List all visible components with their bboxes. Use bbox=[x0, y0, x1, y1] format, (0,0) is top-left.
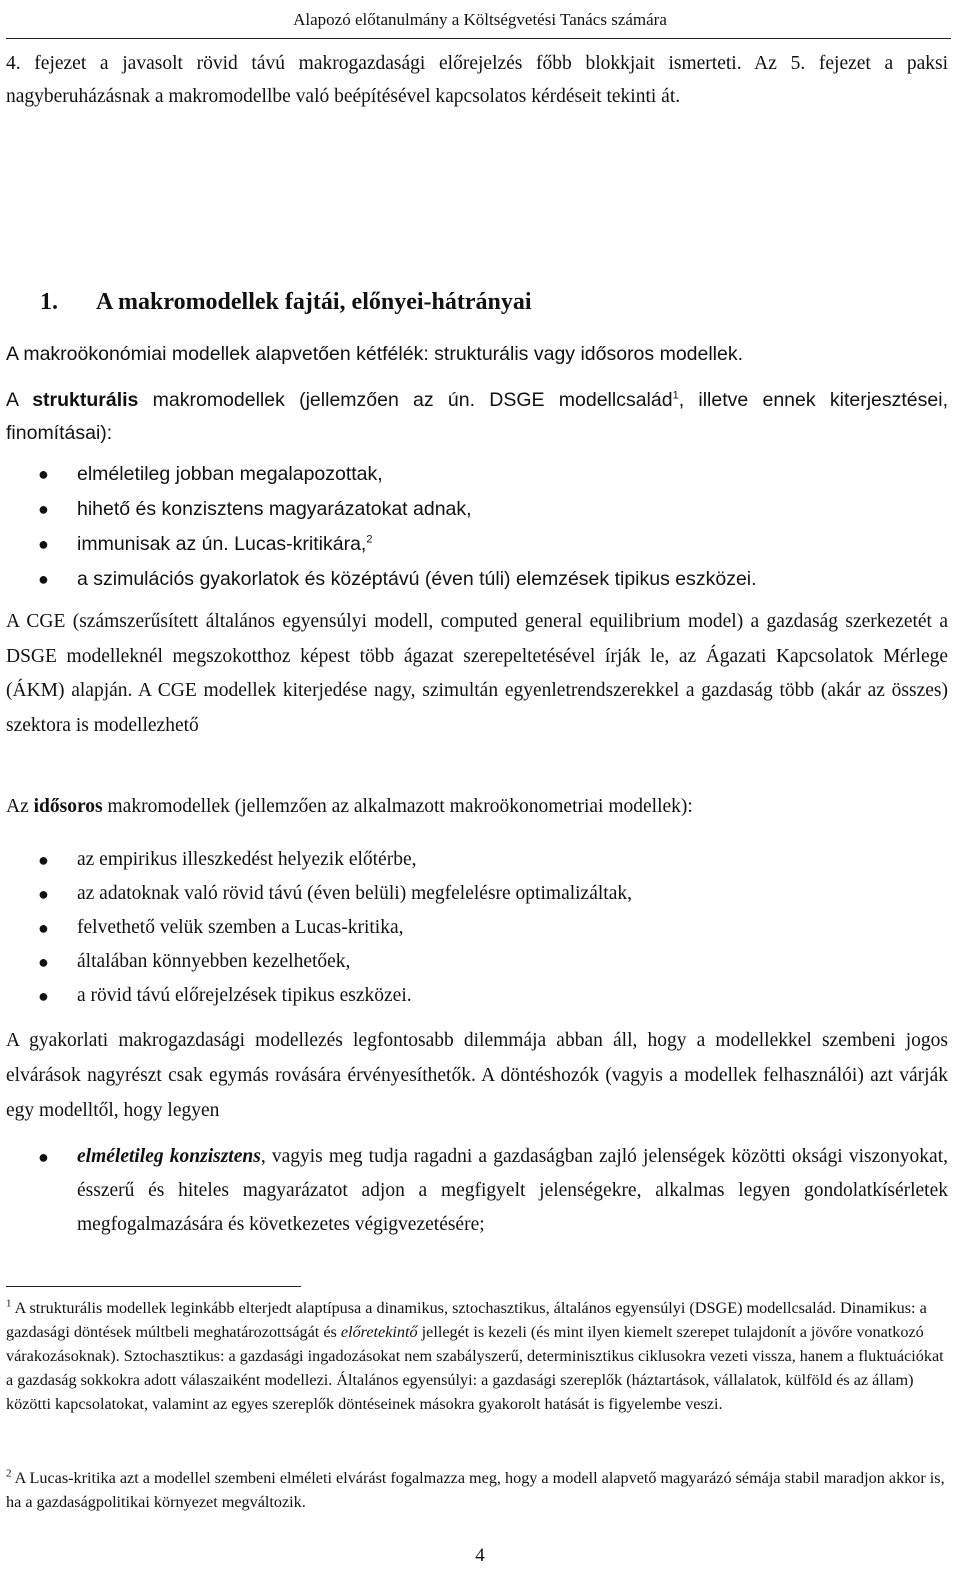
list-item: ● hihető és konzisztens magyarázatokat adnak, bbox=[38, 492, 757, 527]
bullet-icon: ● bbox=[38, 1147, 49, 1167]
footnote-ref-1: 1 bbox=[672, 389, 679, 402]
bullet-icon: ● bbox=[38, 884, 49, 904]
footnote-mark-2: 2 bbox=[6, 1467, 12, 1480]
bullet-icon: ● bbox=[38, 850, 49, 870]
bullet-icon: ● bbox=[38, 534, 49, 554]
bullet-icon: ● bbox=[38, 464, 49, 484]
footnote-mark-1: 1 bbox=[6, 1297, 12, 1310]
list-item: ● immunisak az ún. Lucas-kritikára,$^2$ bbox=[38, 527, 757, 562]
timeseries-term: idősoros bbox=[33, 796, 103, 817]
list-item: ● az empirikus illeszkedést helyezik előtérbe, bbox=[38, 843, 632, 877]
list-item: ● általában könnyebben kezelhetőek, bbox=[38, 945, 632, 979]
section-heading bbox=[6, 287, 532, 317]
intro-paragraph: 4. fejezet a javasolt rövid távú makrogazdasági előrejelzés főbb blokkjait ismerteti. Az 5. fejezet a paksi nagyberuházásnak a makromodellbe való beépítésével kapcsolatos kérdéseit tekinti át. bbox=[6, 53, 948, 107]
structural-features-list bbox=[38, 457, 757, 597]
footnote-2: $^2$ A Lucas-kritika azt a modellel szembeni elméleti elvárást fogalmazza meg, hogy a modell alapvető magyarázó sémája stabil maradjon akkor is, ha a gazdaságpolitikai környezet megváltozik. bbox=[6, 1467, 945, 1511]
paragraph-cge: A CGE (számszerűsített általános egyensúlyi modell, computed general equilibrium model) a gazdaság szerkezetét a DSGE modelleknél megszokotthoz képest több ágazat szerepeltetésével írják le, az Ágazati Kapcsolatok Mérlege (ÁKM) alapján. A CGE modellek kiterjedése nagy, szimultán egyenletrendszerekkel a gazdaság több (akár az összes) szektora is modellezhető bbox=[6, 611, 948, 736]
footnote-separator bbox=[6, 1286, 301, 1287]
paragraph-timeseries: Az idősoros makromodellek (jellemzően az alkalmazott makroökonometriai modellek): bbox=[6, 796, 693, 817]
emphasis-term: elméletileg konzisztens bbox=[77, 1146, 261, 1167]
list-item: ● elméletileg konzisztens, vagyis meg tudja ragadni a gazdaságban zajló jelenségek közötti oksági viszonyokat, ésszerű és hiteles magyarázatot adjon a megfigyelt jelenségekre, alkalmas legyen gondolatkísérletek megfogalmazására és következetes végigvezetésére; bbox=[38, 1140, 948, 1242]
list-item: ● elméletileg jobban megalapozottak, bbox=[38, 457, 757, 492]
list-item: ● a rövid távú előrejelzések tipikus eszközei. bbox=[38, 979, 632, 1013]
page-number: 4 bbox=[475, 1545, 485, 1566]
bullet-icon: ● bbox=[38, 569, 49, 589]
section-title: A makromodellek fajtái, előnyei-hátrányai bbox=[96, 289, 532, 315]
bullet-icon: ● bbox=[38, 918, 49, 938]
expectations-list bbox=[38, 1140, 948, 1242]
footnote-ref-2: 2 bbox=[366, 533, 373, 546]
list-item: ● felvethető velük szemben a Lucas-kritika, bbox=[38, 911, 632, 945]
running-header: Alapozó előtanulmány a Költségvetési Tanács számára bbox=[293, 10, 667, 29]
paragraph-model-types: A makroökonómiai modellek alapvetően kétfélék: strukturális vagy idősoros modellek. bbox=[6, 343, 744, 365]
list-item: ● az adatoknak való rövid távú (éven belüli) megfelelésre optimalizáltak, bbox=[38, 877, 632, 911]
bullet-icon: ● bbox=[38, 952, 49, 972]
list-item: ● a szimulációs gyakorlatok és középtávú (éven túli) elemzések tipikus eszközei. bbox=[38, 562, 757, 597]
header-rule bbox=[6, 38, 951, 39]
bullet-icon: ● bbox=[38, 986, 49, 1006]
timeseries-features-list bbox=[38, 843, 632, 1013]
footnote-1: $^1$ A strukturális modellek leginkább elterjedt alaptípusa a dinamikus, sztochasztikus, általános egyensúlyi (DSGE) modellcsalád. Dinamikus: a gazdasági döntések múltbeli meghatározottságát és előretekintő jellegét is kezeli (és mint ilyen kiemelt szerepet tulajdonít a jövőre vonatkozó várakozásoknak). Sztochasztikus: a gazdasági ingadozásokat nem szabályszerű, determinisztikus ciklusokra vezeti vissza, hanem a fluktuációkat a gazdaság sokkokra adott válaszaiként modellezi. Általános egyensúlyi: a gazdasági szereplők (háztartások, vállalatok, külföld és az állam) közötti kapcsolatokat, valamint az egyes szereplők döntéseinek másokra gyakorolt hatását is figyelembe veszi. bbox=[6, 1297, 944, 1413]
structural-term: strukturális bbox=[32, 389, 139, 411]
paragraph-structural: A strukturális makromodellek (jellemzően az ún. DSGE modellcsalád$^1$, illetve ennek kiterjesztései, finomításai): bbox=[6, 389, 948, 444]
paragraph-dilemma: A gyakorlati makrogazdasági modellezés legfontosabb dilemmája abban áll, hogy a modellekkel szembeni jogos elvárások nagyrészt csak egymás rovására érvényesíthetők. A döntéshozók (vagyis a modellek felhasználói) azt várják egy modelltől, hogy legyen bbox=[6, 1030, 948, 1121]
section-number: 1. bbox=[40, 289, 58, 315]
bullet-icon: ● bbox=[38, 499, 49, 519]
